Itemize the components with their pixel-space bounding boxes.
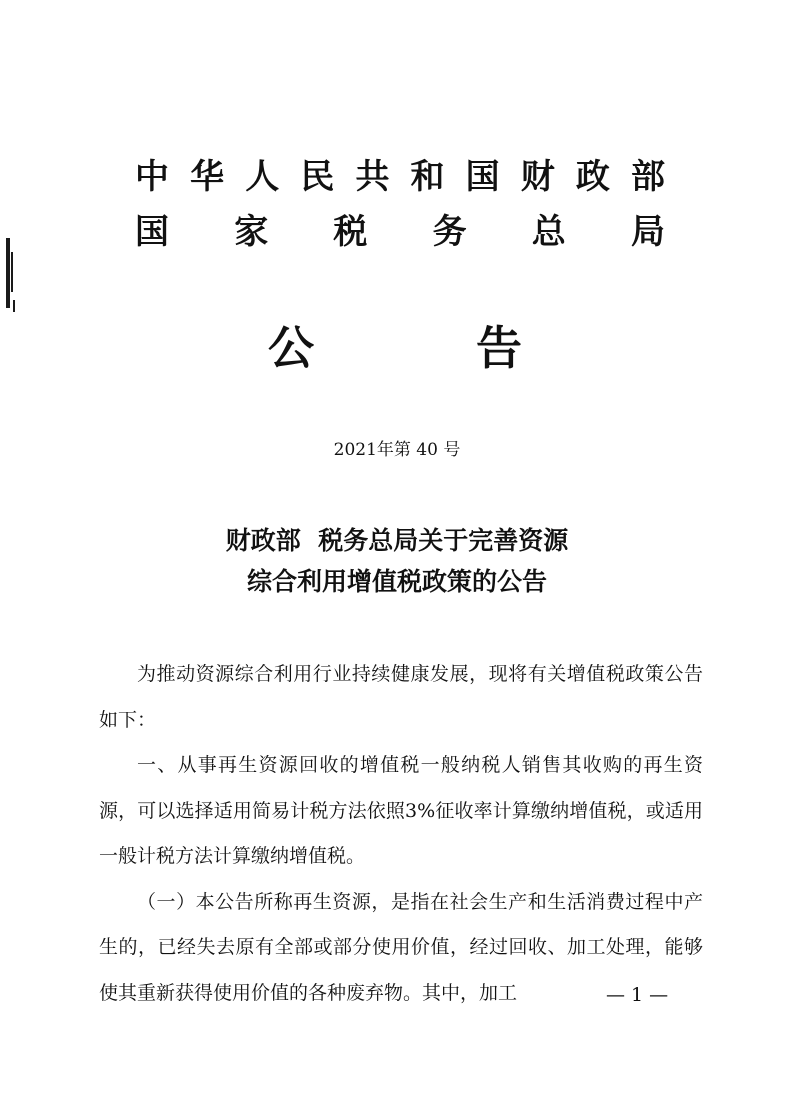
- issuer-line-state-taxation-administration: 国 家 税 务 总 局: [135, 212, 665, 252]
- body-paragraph: 一、从事再生资源回收的增值税一般纳税人销售其收购的再生资源，可以选择适用简易计税方法依照3%征收率计算缴纳增值税，或适用一般计税方法计算缴纳增值税。: [99, 754, 703, 867]
- binding-mark: [11, 252, 13, 292]
- binding-mark: [6, 238, 10, 308]
- page-number: — 1 —: [606, 984, 669, 1006]
- body-paragraph: （一）本公告所称再生资源，是指在社会生产和生活消费过程中产生的，已经失去原有全部或部分使用价值，经过回收、加工处理，能够使其重新获得使用价值的各种废弃物。其中，加工: [99, 890, 703, 1004]
- issuer-line-ministry-of-finance: 中 华 人 民 共 和 国 财 政 部: [135, 157, 665, 197]
- document-body: [99, 652, 703, 1016]
- document-type-heading: 公 告: [268, 321, 522, 375]
- body-paragraph: 为推动资源综合利用行业持续健康发展，现将有关增值税政策公告如下：: [99, 663, 703, 731]
- binding-mark: [13, 300, 15, 312]
- document-number: 2021年第 40 号: [333, 440, 461, 460]
- document-title-line-2: 综合利用增值税政策的公告: [246, 567, 547, 596]
- document-title-line-1: 财政部 税务总局关于完善资源: [225, 526, 569, 555]
